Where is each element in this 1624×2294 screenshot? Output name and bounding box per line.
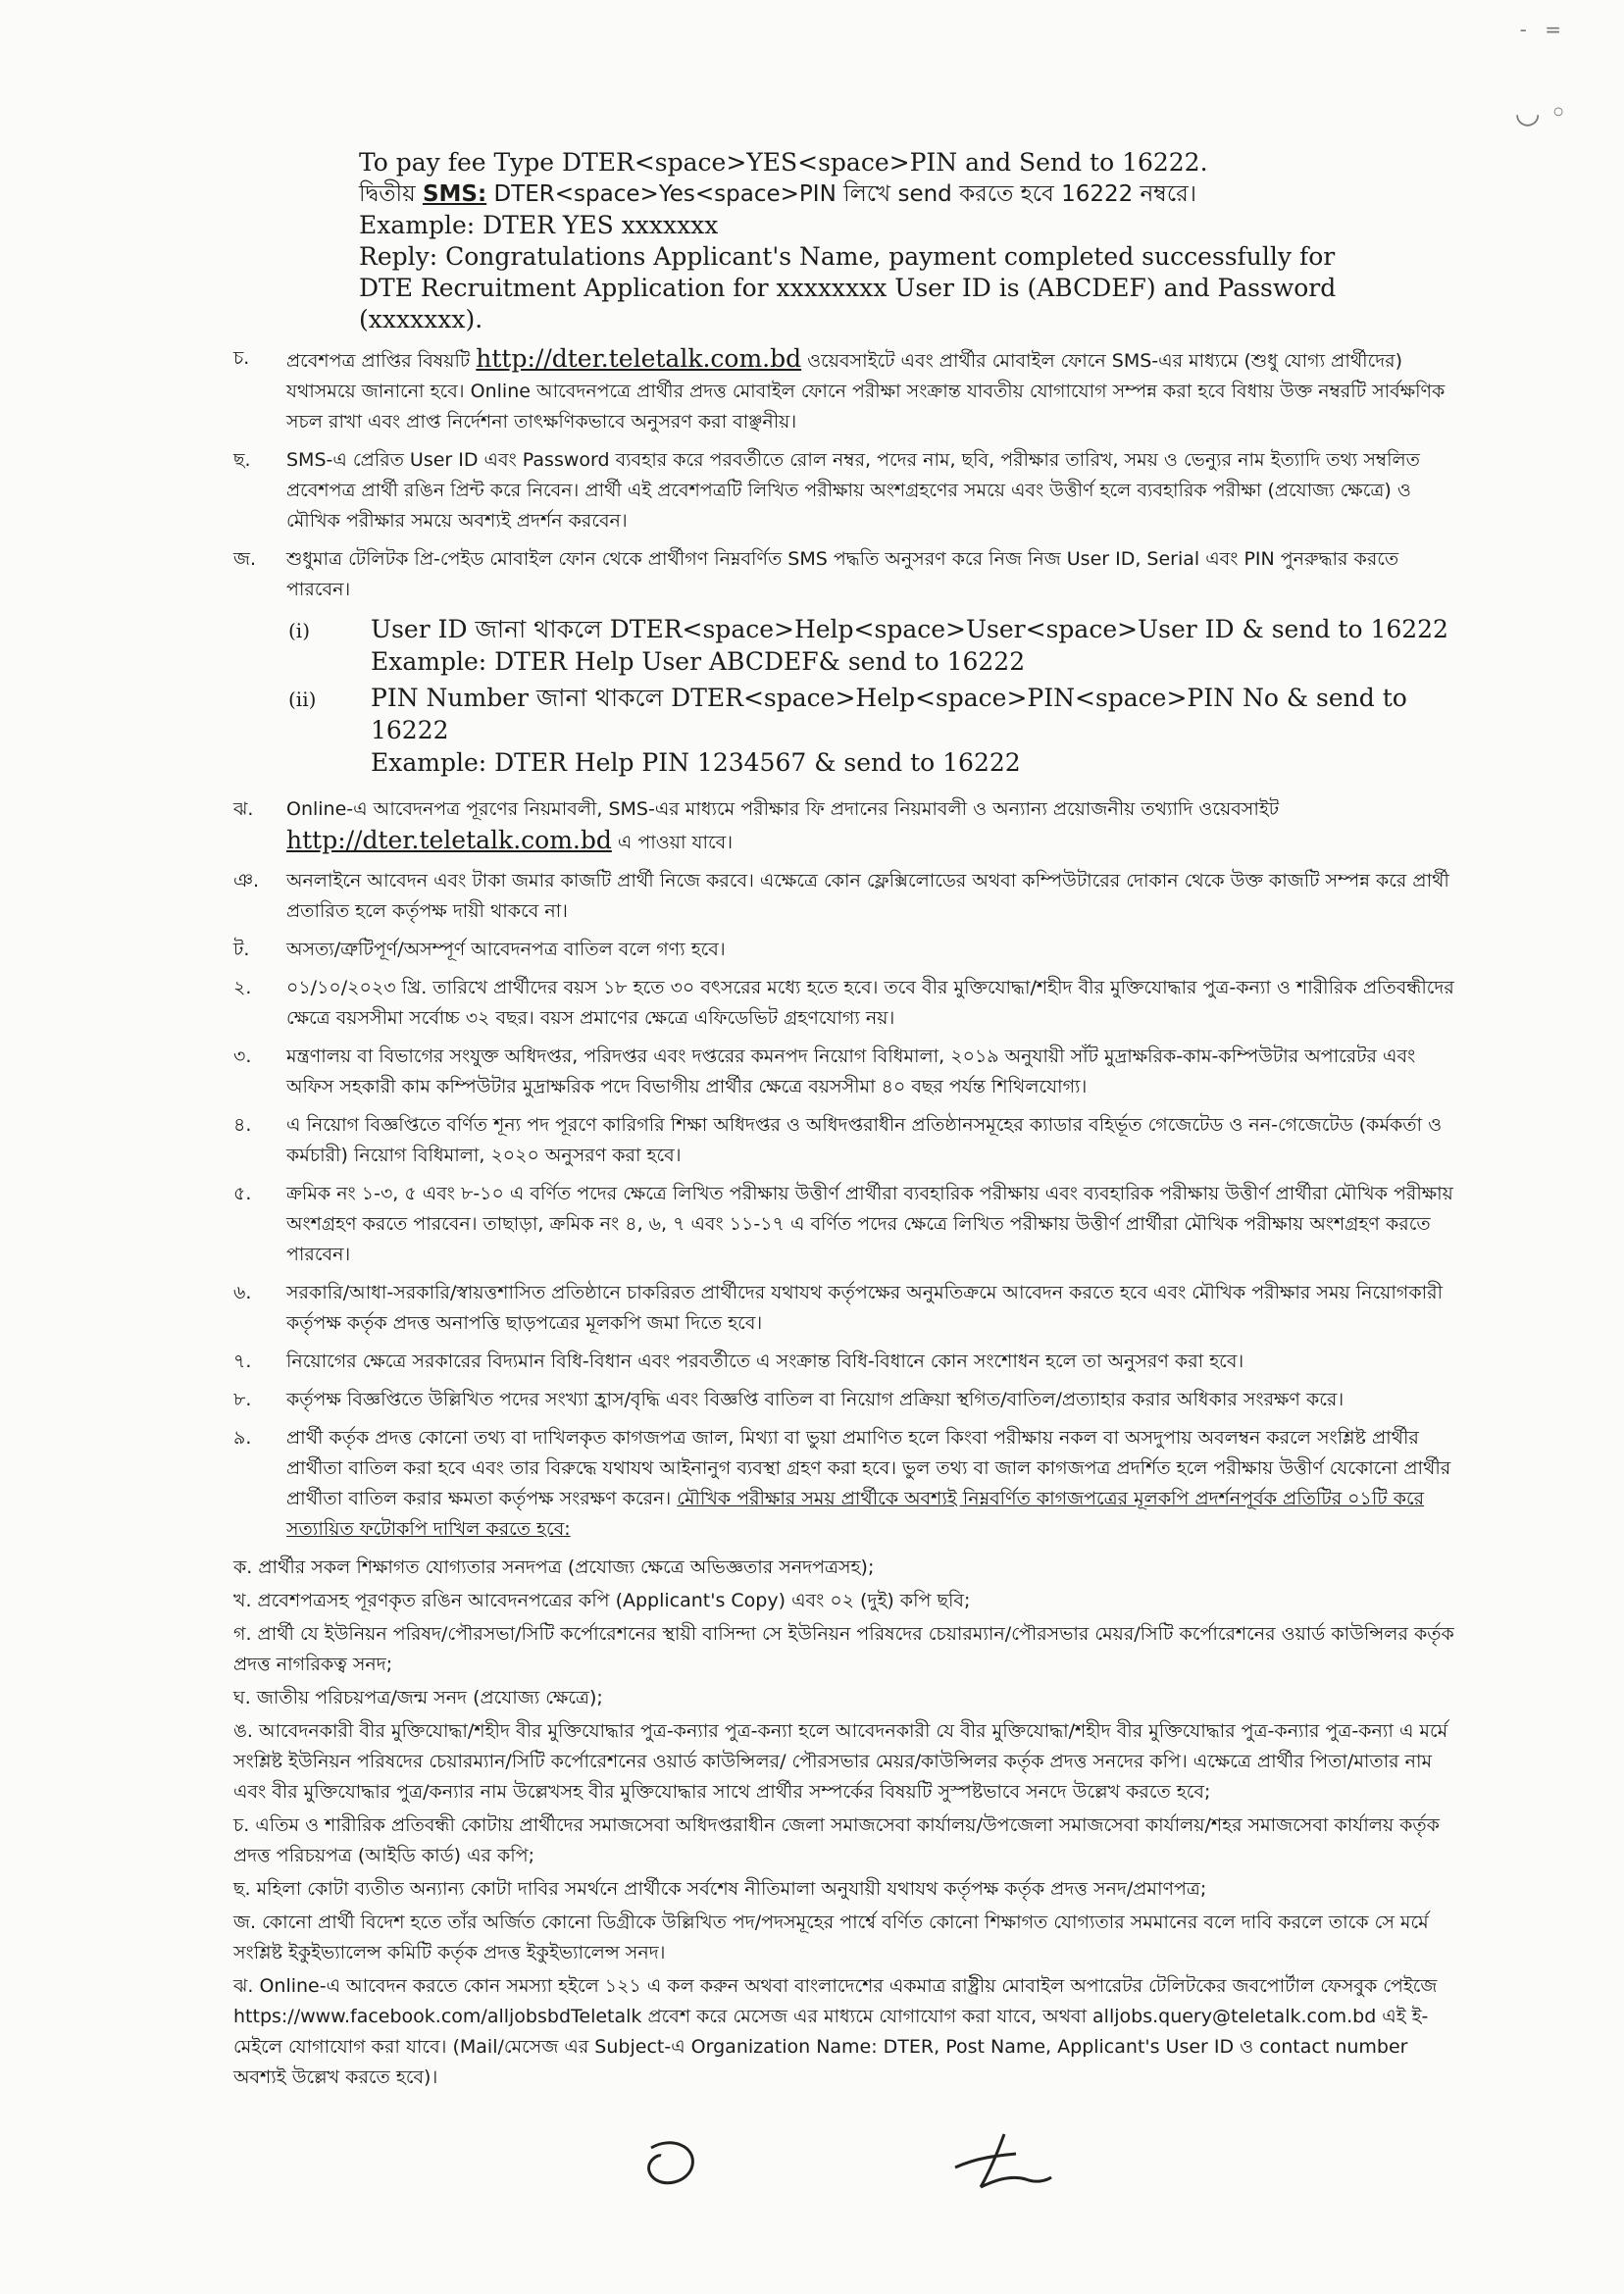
required-documents-note: মৌখিক পরীক্ষার সময় প্রার্থীকে অবশ্যই নিম্নবর্ণিত কাগজপত্রের মূলকপি প্রদর্শনপূর্বক প্রতিটির ০১টি করে সত্যায়িত ফটোকপি দাখিল করতে হবে: (286, 1488, 1425, 1540)
paragraph-nya: ঞ. অনলাইনে আবেদন এবং টাকা জমার কাজটি প্রার্থী নিজে করবে। এক্ষেত্রে কোন ফ্লেক্সিলোডের অথবা কম্পিউটারের দোকান থেকে উক্ত কাজটি সম্পন্ন করে প্রার্থী প্রতারিত হলে কর্তৃপক্ষ দায়ী থাকবে না। (233, 866, 1459, 927)
list-item: ঙ. আবেদনকারী বীর মুক্তিযোদ্ধা/শহীদ বীর মুক্তিযোদ্ধার পুত্র-কন্যার পুত্র-কন্যা হলে আবেদনকারী যে বীর মুক্তিযোদ্ধা/শহীদ বীর মুক্তিযোদ্ধার পুত্র-কন্যার পুত্র-কন্যা এ মর্মে সংশ্লিষ্ট ইউনিয়ন পরিষদের চেয়ারম্যান/সিটি কর্পোরেশনের ওয়ার্ড কাউন্সিলর/ পৌরসভার মেয়র/কাউন্সিলর কর্তৃক প্রদত্ত সনদের কপি। এক্ষেত্রে প্রার্থীর পিতা/মাতার নাম এবং বীর মুক্তিযোদ্ধার পুত্র/কন্যার নাম উল্লেখসহ বীর মুক্তিযোদ্ধার সাথে প্রার্থীর সম্পর্কের বিষয়টি সুস্পষ্টভাবে সনদে উল্লেখ করতে হবে; (233, 1720, 1448, 1803)
paragraph-5: ৫. ক্রমিক নং ১-৩, ৫ এবং ৮-১০ এ বর্ণিত পদের ক্ষেত্রে লিখিত পরীক্ষায় উত্তীর্ণ প্রার্থীরা ব্যবহারিক পরীক্ষায় এবং ব্যবহারিক পরীক্ষায় উত্তীর্ণ প্রার্থীরা মৌখিক পরীক্ষায় অংশগ্রহণ করতে পারবেন। তাছাড়া, ক্রমিক নং ৪, ৬, ৭ এবং ১১-১৭ এ বর্ণিত পদের ক্ষেত্রে লিখিত পরীক্ষায় উত্তীর্ণ প্রার্থীরা মৌখিক পরীক্ষায় অংশগ্রহণ করতে পারবেন। (233, 1179, 1459, 1270)
website-link[interactable]: http://dter.teletalk.com.bd (286, 826, 612, 854)
item-marker: চ. (233, 347, 250, 369)
paragraph-7: ৭. নিয়োগের ক্ষেত্রে সরকারের বিদ্যমান বিধি-বিধান এবং পরবর্তীতে এ সংক্রান্ত বিধি-বিধানে কোন সংশোধন হলে তা অনুসরণ করা হবে। (233, 1347, 1459, 1377)
signature (947, 2128, 1055, 2197)
sms-line: (xxxxxxx). (359, 305, 483, 333)
required-documents-list (233, 1553, 1459, 2093)
item-marker: জ. (233, 548, 257, 570)
item-marker: ট. (233, 939, 250, 960)
list-item: ছ. মহিলা কোটা ব্যতীত অন্যান্য কোটা দাবির সমর্থনে প্রার্থীকে সর্বশেষ নীতিমালা অনুযায়ী যথাযথ কর্তৃপক্ষ কর্তৃক প্রদত্ত সনদ/প্রমাণপত্র; (233, 1878, 1207, 1900)
item-marker: ঞ. (233, 870, 260, 892)
sms-line: Example: DTER YES xxxxxxx (359, 211, 719, 239)
list-item: জ. কোনো প্রার্থী বিদেশ হতে তাঁর অর্জিত কোনো ডিগ্রীকে উল্লিখিত পদ/পদসমূহের পার্শ্বে বর্ণিত কোনো শিক্ষাগত যোগ্যতার সমমানের বলে দাবি করলে তাকে সে মর্মে সংশ্লিষ্ট ইকুইভ্যালেন্স কমিটি কর্তৃক প্রদত্ত ইকুইভ্যালেন্স সনদ। (233, 1912, 1429, 1963)
paragraph-cha: চ. প্রবেশপত্র প্রাপ্তির বিষয়টি http://dter.teletalk.com.bd ওয়েবসাইটে এবং প্রার্থীর মোবাইল ফোনে SMS-এর মাধ্যমে (শুধু যোগ্য প্রার্থীদের) যথাসময়ে জানানো হবে। Online আবেদনপত্রে প্রার্থীর প্রদত্ত মোবাইল ফোনে পরীক্ষা সংক্রান্ত যাবতীয় যোগাযোগ সম্পন্ন করা হবে বিধায় উক্ত নম্বরটি সার্বক্ষণিক সচল রাখা এবং প্রাপ্ত নির্দেশনা তাৎক্ষণিকভাবে অনুসরণ করা বাঞ্ছনীয়। (233, 344, 1446, 433)
item-marker: ৫. (233, 1183, 252, 1204)
item-marker: ৮. (233, 1389, 252, 1410)
sms-line: দ্বিতীয় SMS: DTER<space>Yes<space>PIN লিখে send করতে হবে 16222 নম্বরে। (359, 181, 1196, 207)
sub-marker: (ii) (288, 688, 317, 711)
paragraph-jha: ঝ. Online-এ আবেদনপত্র পূরণের নিয়মাবলী, SMS-এর মাধ্যমে পরীক্ষার ফি প্রদানের নিয়মাবলী ও অন্যান্য প্রয়োজনীয় তথ্যাদি ওয়েবসাইট http://dter.teletalk.com.bd এ পাওয়া যাবে। (233, 794, 1459, 858)
item-marker: ৬. (233, 1282, 252, 1303)
paragraph-6: ৬. সরকারি/আধা-সরকারি/স্বায়ত্তশাসিত প্রতিষ্ঠানে চাকরিরত প্রার্থীদের যথাযথ কর্তৃপক্ষের অনুমতিক্রমে আবেদন করতে হবে এবং মৌখিক পরীক্ষার সময় নিয়োগকারী কর্তৃপক্ষ কর্তৃক প্রদত্ত অনাপত্তি ছাড়পত্রের মূলকপি জমা দিতে হবে। (233, 1278, 1459, 1339)
sms-instructions (359, 147, 1438, 335)
item-marker: ৪. (233, 1114, 252, 1136)
paragraph-chha: ছ. SMS-এ প্রেরিত User ID এবং Password ব্যবহার করে পরবর্তীতে রোল নম্বর, পদের নাম, ছবি, পরীক্ষার তারিখ, সময় ও ভেন্যুর নাম ইত্যাদি তথ্য সম্বলিত প্রবেশপত্র প্রার্থী রঙিন প্রিন্ট করে নিবেন। প্রার্থী এই প্রবেশপত্রটি লিখিত পরীক্ষায় অংশগ্রহণের সময়ে এবং উত্তীর্ণ হলে ব্যবহারিক পরীক্ষা (প্রযোজ্য ক্ষেত্রে) ও মৌখিক পরীক্ষার সময়ে অবশ্যই প্রদর্শন করবেন। (233, 445, 1459, 536)
paragraph-4: ৪. এ নিয়োগ বিজ্ঞপ্তিতে বর্ণিত শূন্য পদ পূরণে কারিগরি শিক্ষা অধিদপ্তর ও অধিদপ্তরাধীন প্রতিষ্ঠানসমূহের ক্যাডার বহির্ভূত গেজেটেড ও নন-গেজেটেড (কর্মকর্তা ও কর্মচারী) নিয়োগ বিধিমালা, ২০২০ অনুসরণ করা হবে। (233, 1110, 1459, 1171)
notice-body (233, 343, 1459, 2096)
paragraph-2: ২. ০১/১০/২০২৩ খ্রি. তারিখে প্রার্থীদের বয়স ১৮ হতে ৩০ বৎসরের মধ্যে হতে হবে। তবে বীর মুক্তিযোদ্ধা/শহীদ বীর মুক্তিযোদ্ধার পুত্র-কন্যা ও শারীরিক প্রতিবন্ধীদের ক্ষেত্রে বয়সসীমা সর্বোচ্চ ৩২ বছর। বয়স প্রমাণের ক্ষেত্রে এফিডেভিট গ্রহণযোগ্য নয়। (233, 973, 1459, 1034)
list-item: গ. প্রার্থী যে ইউনিয়ন পরিষদ/পৌরসভা/সিটি কর্পোরেশনের স্থায়ী বাসিন্দা সে ইউনিয়ন পরিষদের চেয়ারম্যান/পৌরসভার মেয়র/সিটি কর্পোরেশনের ওয়ার্ড কাউন্সিলর কর্তৃক প্রদত্ত নাগরিকত্ব সনদ; (233, 1623, 1454, 1675)
paragraph-3: ৩. মন্ত্রণালয় বা বিভাগের সংযুক্ত অধিদপ্তর, পরিদপ্তর এবং দপ্তরের কমনপদ নিয়োগ বিধিমালা, ২০১৯ অনুযায়ী সাঁট মুদ্রাক্ষরিক-কাম-কম্পিউটার অপারেটর এবং অফিস সহকারী কাম কম্পিউটার মুদ্রাক্ষরিক পদে বিভাগীয় প্রার্থীর ক্ষেত্রে বয়সসীমা ৪০ বছর পর্যন্ত শিথিলযোগ্য। (233, 1042, 1459, 1102)
item-marker: ঝ. (233, 798, 254, 820)
list-item: খ. প্রবেশপত্রসহ পূরণকৃত রঙিন আবেদনপত্রের কপি (Applicant's Copy) এবং ০২ (দুই) কপি ছবি; (233, 1590, 971, 1611)
item-marker: ২. (233, 977, 252, 998)
list-item: ক. প্রার্থীর সকল শিক্ষাগত যোগ্যতার সনদপত্র (প্রযোজ্য ক্ষেত্রে অভিজ্ঞতার সনদপত্রসহ); (233, 1556, 875, 1578)
paragraph-8: ৮. কর্তৃপক্ষ বিজ্ঞপ্তিতে উল্লিখিত পদের সংখ্যা হ্রাস/বৃদ্ধি এবং বিজ্ঞপ্তি বাতিল বা নিয়োগ প্রক্রিয়া স্থগিত/বাতিল/প্রত্যাহার করার অধিকার সংরক্ষণ করে। (233, 1385, 1459, 1415)
item-marker: ৭. (233, 1351, 252, 1372)
website-link[interactable]: http://dter.teletalk.com.bd (476, 344, 802, 373)
recovery-option-user-id: (i) User ID জানা থাকলে DTER<space>Help<space>User<space>User ID & send to 16222 Example: DTER Help User ABCDEF& send to 16222 (288, 615, 1448, 676)
corner-scribble: - = (1519, 18, 1567, 41)
item-marker: ছ. (233, 449, 251, 471)
list-item: ঘ. জাতীয় পরিচয়পত্র/জন্ম সনদ (প্রযোজ্য ক্ষেত্রে); (233, 1687, 603, 1708)
item-marker: ৩. (233, 1045, 252, 1067)
sms-line: Reply: Congratulations Applicant's Name, payment completed successfully for (359, 242, 1336, 271)
recovery-option-pin: (ii) PIN Number জানা থাকলে DTER<space>Help<space>PIN<space>PIN No & send to 16222 Example: DTER Help PIN 1234567 & send to 16222 (288, 684, 1407, 777)
sms-label: SMS: (422, 181, 487, 207)
paragraph-9: ৯. প্রার্থী কর্তৃক প্রদত্ত কোনো তথ্য বা দাখিলকৃত কাগজপত্র জাল, মিথ্যা বা ভুয়া প্রমাণিত হলে কিংবা পরীক্ষায় নকল বা অসদুপায় অবলম্বন করলে সংশ্লিষ্ট প্রার্থীর প্রার্থীতা বাতিল করা হবে এবং তার বিরুদ্ধে যথাযথ আইনানুগ ব্যবস্থা গ্রহণ করা হবে। ভুল তথ্য বা জাল কাগজপত্র প্রদর্শিত হলে পরীক্ষায় উত্তীর্ণ যেকোনো প্রার্থীর প্রার্থীতা বাতিল করার ক্ষমতা কর্তৃপক্ষ সংরক্ষণ করেন। মৌখিক পরীক্ষার সময় প্রার্থীকে অবশ্যই নিম্নবর্ণিত কাগজপত্রের মূলকপি প্রদর্শনপূর্বক প্রতিটির ০১টি করে সত্যায়িত ফটোকপি দাখিল করতে হবে: (233, 1423, 1459, 1545)
initial-signature (632, 2130, 710, 2199)
paragraph-ta: ট. অসত্য/ত্রুটিপূর্ণ/অসম্পূর্ণ আবেদনপত্র বাতিল বলে গণ্য হবে। (233, 935, 1459, 965)
paragraph-ja: জ. শুধুমাত্র টেলিটক প্রি-পেইড মোবাইল ফোন থেকে প্রার্থীগণ নিম্নবর্ণিত SMS পদ্ধতি অনুসরণ করে নিজ নিজ User ID, Serial এবং PIN পুনরুদ্ধার করতে পারবেন। (233, 544, 1459, 605)
list-item: ঝ. Online-এ আবেদন করতে কোন সমস্যা হইলে ১২১ এ কল করুন অথবা বাংলাদেশের একমাত্র রাষ্ট্রীয় মোবাইল অপারেটর টেলিটকের জবপোর্টাল ফেসবুক পেইজে https://www.facebook.com/alljobsbdTeletalk প্রবেশ করে মেসেজ এর মাধ্যমে যোগাযোগ করা যাবে, অথবা alljobs.query@teletalk.com.bd এই ই-মেইলে যোগাযোগ করা যাবে। (Mail/মেসেজ এর Subject-এ Organization Name: DTER, Post Name, Applicant's User ID ও contact number অবশ্যই উল্লেখ করতে হবে)। (233, 1975, 1438, 2088)
sms-line: DTE Recruitment Application for xxxxxxxx User ID is (ABCDEF) and Password (359, 274, 1337, 302)
sub-marker: (i) (288, 619, 311, 642)
item-marker: ৯. (233, 1427, 252, 1449)
sms-line: To pay fee Type DTER<space>YES<space>PIN and Send to 16222. (359, 148, 1208, 177)
corner-scribble: ◡ ◦ (1514, 96, 1567, 130)
list-item: চ. এতিম ও শারীরিক প্রতিবন্ধী কোটায় প্রার্থীদের সমাজসেবা অধিদপ্তরাধীন জেলা সমাজসেবা কার্যালয়/উপজেলা সমাজসেবা কার্যালয়/শহর সমাজসেবা কার্যালয় কর্তৃক প্রদত্ত পরিচয়পত্র (আইডি কার্ড) এর কপি; (233, 1814, 1440, 1866)
